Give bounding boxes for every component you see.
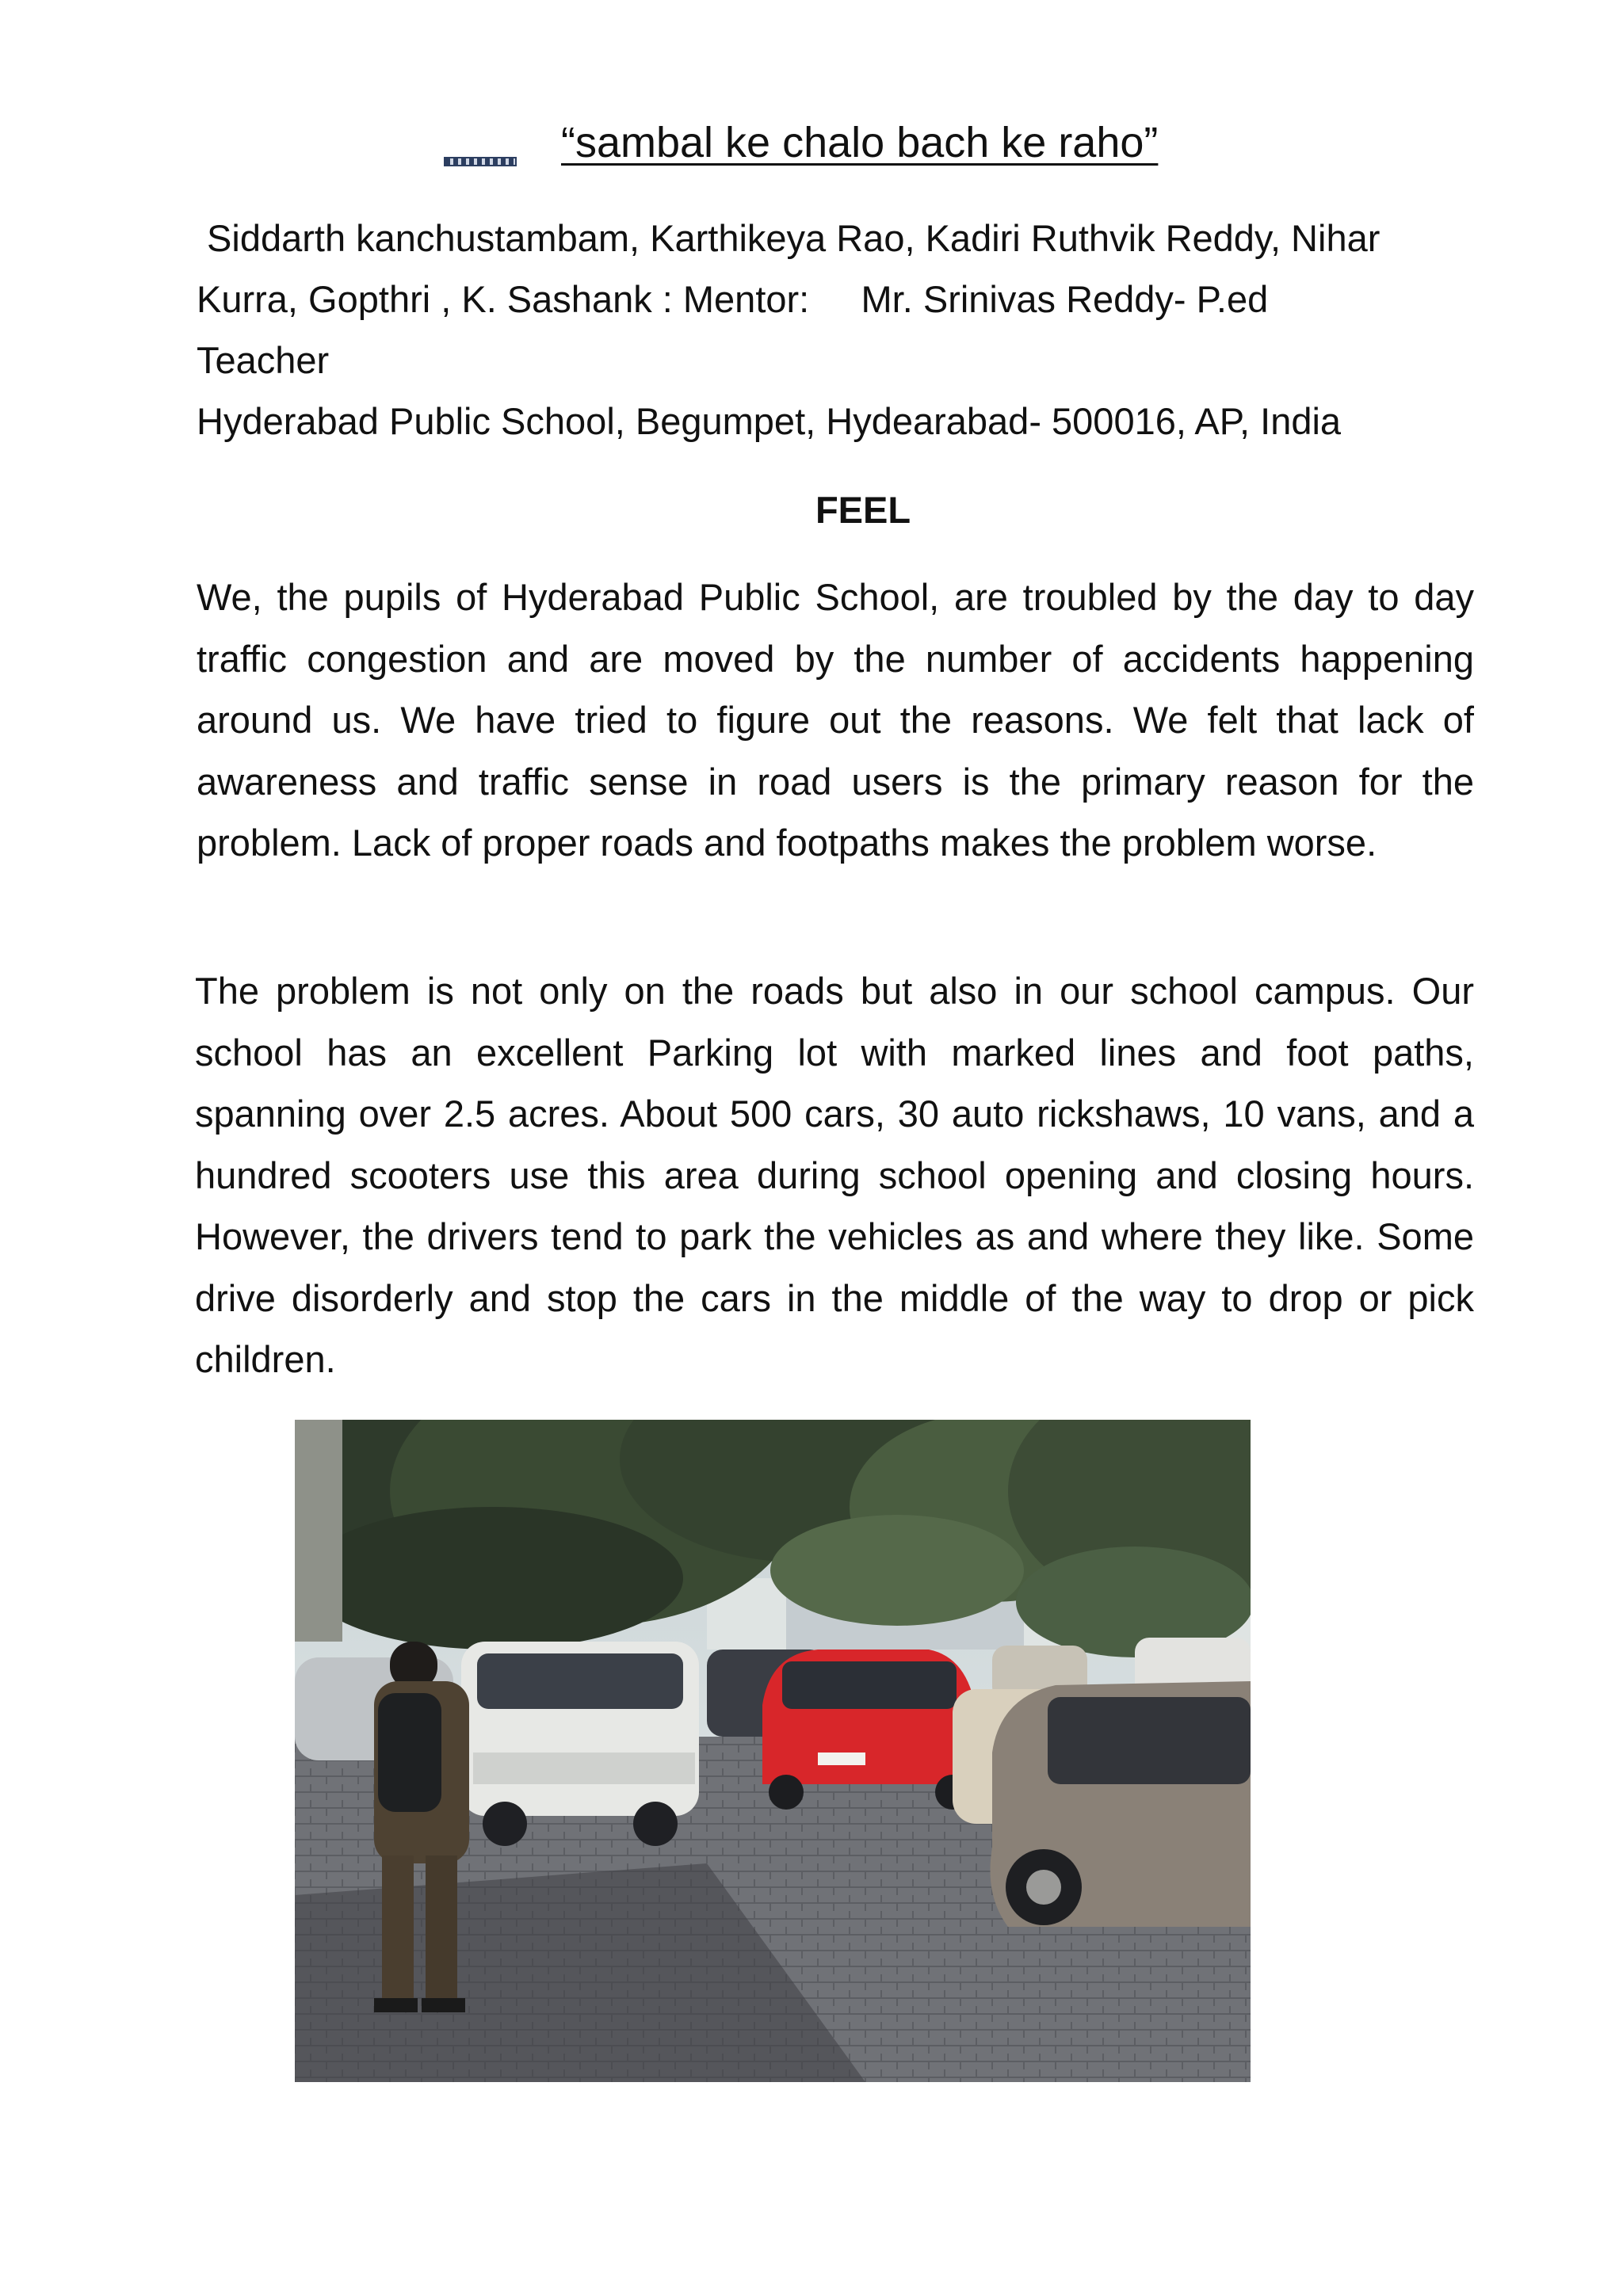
title-row: [0, 111, 1623, 174]
parking-lot-photo: [295, 1420, 1251, 2082]
authors-line-3: Teacher: [197, 339, 330, 381]
paragraph-2: The problem is not only on the roads but also in our school campus. Our school has an excellent Parking lot with marked lines and foot paths, spanning over 2.5 acres. About 500 cars, 30 auto rickshaws, 10 vans, and a hundred scooters use this area during school opening and closing hours. However, the drivers tend to park the vehicles as and where they like. Some drive disorderly and stop the cars in the middle of the way to drop or pick children.: [195, 970, 1474, 1380]
authors-line-1: Siddarth kanchustambam, Karthikeya Rao, Kadiri Ruthvik Reddy, Nihar: [197, 217, 1381, 259]
authors-line-2: Kurra, Gopthri , K. Sashank : Mentor: Mr. Srinivas Reddy- P.ed: [197, 278, 1269, 320]
grey-hatchback: [991, 1681, 1251, 1927]
section-heading: FEEL: [815, 489, 911, 531]
authors-block: [197, 208, 1480, 452]
document-title: “sambal ke chalo bach ke raho”: [561, 119, 1159, 166]
paragraph-1: We, the pupils of Hyderabad Public School, are troubled by the day to day traffic congestion and are moved by the number of accidents happening around us. We have tried to figure out the reasons. We felt that lack of awareness and traffic sense in road users is the primary reason for the problem. Lack of proper roads and footpaths makes the problem worse.: [197, 576, 1474, 864]
white-van: [461, 1642, 699, 1846]
school-address: Hyderabad Public School, Begumpet, Hydearabad- 500016, AP, India: [197, 400, 1342, 442]
dotted-mark-icon: [444, 157, 517, 166]
